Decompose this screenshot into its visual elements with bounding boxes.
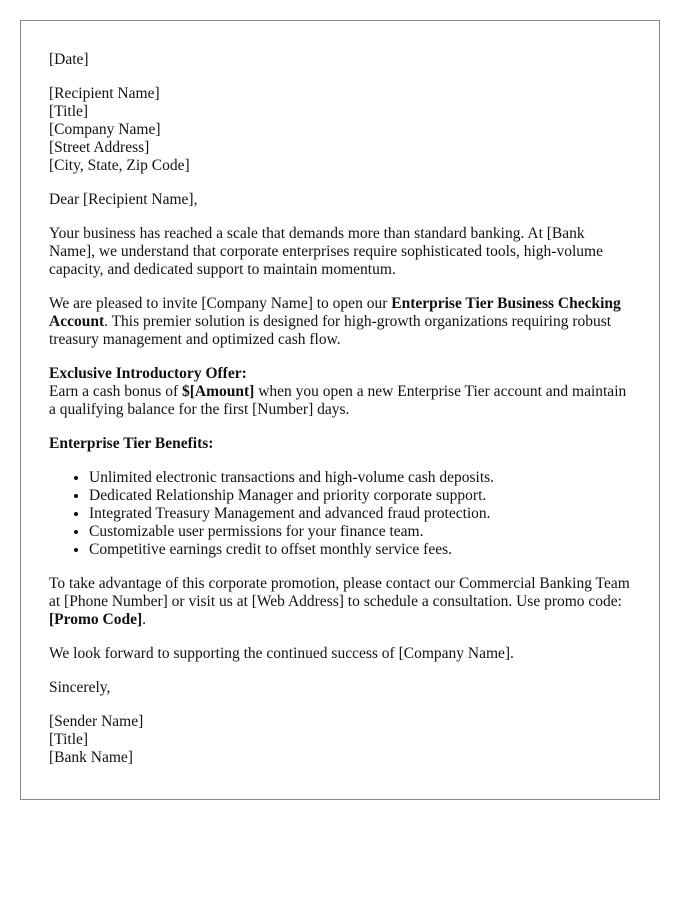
benefit-item: • Unlimited electronic transactions and high-volume cash deposits. — [89, 469, 631, 487]
letter-page — [20, 20, 660, 800]
signoff: Sincerely, — [49, 679, 111, 696]
offer-text-end: when you open a new Enterprise Tier account and maintain a qualifying balance for the first [Number] days. — [49, 383, 627, 418]
cta-text: To take advantage of this corporate promotion, please contact our Commercial Banking Team at [Phone Number] or visit us at [Web Address] to schedule a consultation. Use promo code: — [49, 575, 630, 610]
recipient-street: [Street Address] — [49, 139, 150, 156]
letter-date: [Date] — [49, 51, 89, 68]
offer-text-start: Earn a cash bonus of — [49, 383, 182, 400]
promo-code: [Promo Code] — [49, 611, 143, 628]
recipient-address-block — [49, 85, 631, 175]
recipient-title: [Title] — [49, 103, 89, 120]
sender-name: [Sender Name] — [49, 713, 144, 730]
account-name: Enterprise Tier Business Checking Account — [49, 295, 621, 330]
benefit-item: • Dedicated Relationship Manager and priority corporate support. — [89, 487, 631, 505]
cta-paragraph — [49, 575, 631, 629]
recipient-city: [City, State, Zip Code] — [49, 157, 190, 174]
intro-paragraph: Your business has reached a scale that demands more than standard banking. At [Bank Name], we understand that corporate enterprises require sophisticated tools, high-volume capacity, and dedicated support to maintain momentum. — [49, 225, 603, 278]
offer-section — [49, 365, 631, 419]
sender-block — [49, 713, 631, 767]
offer-amount: $[Amount] — [182, 383, 255, 400]
invitation-paragraph — [49, 295, 631, 349]
sender-bank: [Bank Name] — [49, 749, 133, 766]
benefit-item: • Integrated Treasury Management and advanced fraud protection. — [89, 505, 631, 523]
closing-paragraph: We look forward to supporting the continued success of [Company Name]. — [49, 645, 514, 662]
benefits-list — [49, 469, 631, 559]
benefit-item: • Customizable user permissions for your finance team. — [89, 523, 631, 541]
recipient-company: [Company Name] — [49, 121, 161, 138]
sender-title: [Title] — [49, 731, 89, 748]
benefits-title: Enterprise Tier Benefits: — [49, 435, 214, 452]
offer-title: Exclusive Introductory Offer: — [49, 365, 247, 382]
salutation: Dear [Recipient Name], — [49, 191, 198, 208]
invitation-text-end: . This premier solution is designed for high-growth organizations requiring robust treasury management and optimized cash flow. — [49, 313, 612, 348]
invitation-text-start: We are pleased to invite [Company Name] to open our — [49, 295, 392, 312]
cta-end: . — [142, 611, 146, 628]
benefit-item: • Competitive earnings credit to offset monthly service fees. — [89, 541, 631, 559]
recipient-name: [Recipient Name] — [49, 85, 160, 102]
